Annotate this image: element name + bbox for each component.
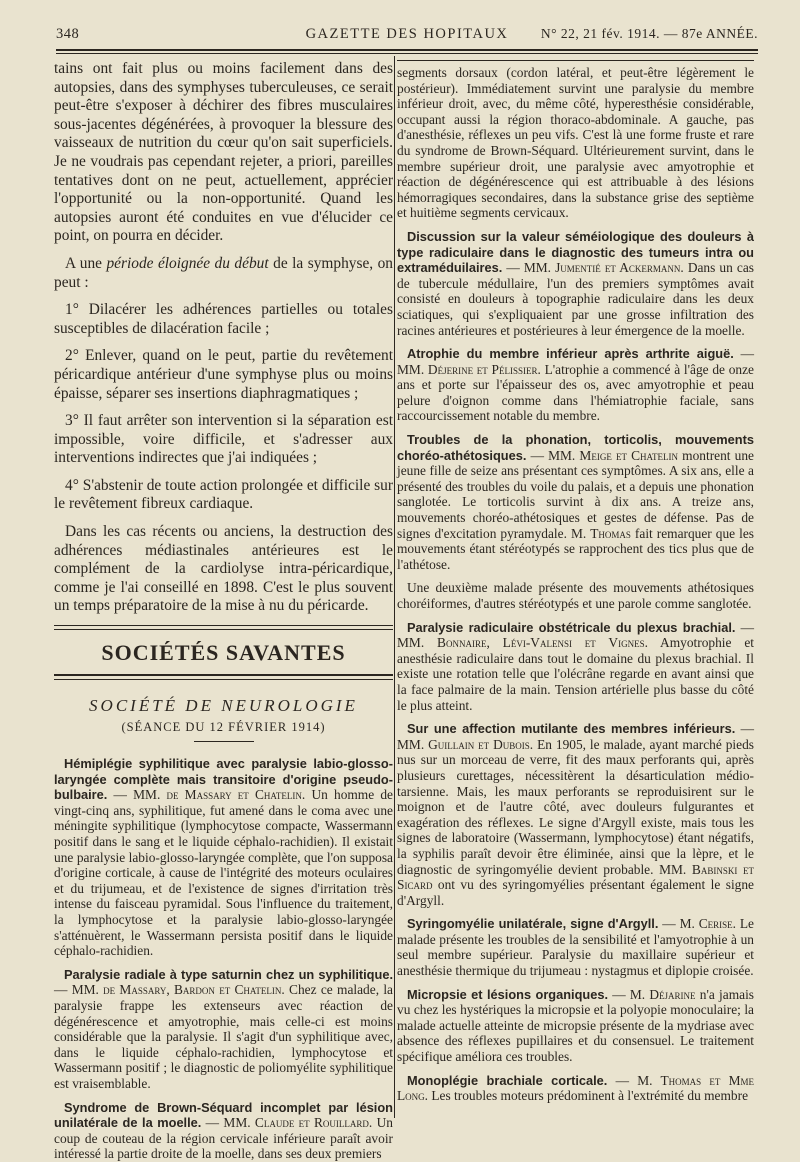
list-item: 1° Dilacérer les adhérences partielles ou totales susceptibles de dilacération facile ; bbox=[54, 301, 393, 337]
abstract-text: Chez ce malade, la paralysie frappe les extenseurs avec réaction de dégénérescence et amyotrophie, mais celle-ci est moins considérable que la paralysie. Il s'agit d'un syphilitique avec, dans le liquide céphalo-rachidien, lymphocytose et Wassermann positif ; le diagnostic de poliomyélite syphilitique est vraisemblable. bbox=[54, 982, 393, 1091]
text-run: de la symphyse, on peut : bbox=[54, 254, 394, 291]
authors: MM. Bonnaire, Lévi-Valensi et Vignes. bbox=[397, 635, 648, 651]
session-date: (SÉANCE DU 12 FÉVRIER 1914) bbox=[121, 720, 326, 735]
abstract: Syringomyélie unilatérale, signe d'Argyll. — M. Cerise. Le malade présente les troubles de la sensibilité et l'amyotrophie à un seul membre supérieur. Paralysie du maxillaire supérieur et anesthésie thermique du trijumeau : nystagmus et diplopie croisée. bbox=[397, 916, 754, 979]
authors: MM. Meige et Chatelin bbox=[548, 447, 679, 463]
header-rule bbox=[56, 49, 758, 51]
abstract: Troubles de la phonation, torticolis, mouvements choréo-athétosiques. — MM. Meige et Chatelin montrent une jeune fille de seize ans présentant ces symptômes. A six ans, elle a présenté des troubles du voile du palais, et a depuis une phonation sanglotée. Le torticolis survint à dix ans. A treize ans, mouvements choréo-athétosiques et gestes de défense. Pas de signes d'excitation pyramydale. M. Thomas fait remarquer que les mouvements étant stéréotypés se rapprochent des tics plus que de l'athétose. bbox=[397, 432, 754, 572]
list-item: 4° S'abstenir de toute action prolongée et difficile sur le revêtement fibreux cardiaque. bbox=[54, 476, 393, 513]
paragraph: segments dorsaux (cordon latéral, et peut-être légèrement le postérieur). Immédiatement survint une paralysie du membre inférieur droit, avec, du même côté, hyperesthésie considérable, occupant aussi la région thoraco-abdominale. A gauche, pas d'anesthésie, réflexes un peu vifs. C'est là une forme fruste et rare du syndrome de Brown-Séquard. Ultérieurement survint, dans le membre supérieur droit, une paralysie avec amyotrophie et réaction de dégénérescence qui est attribuable à des lésions hémorragiques secondaires, dans la substance grise des septième et huitième segments cervicaux. bbox=[397, 65, 754, 221]
abstract-title: Discussion sur la valeur séméiologique des douleurs à type radiculaire dans le diagnostic des tumeurs intra ou extraméduilaires. bbox=[397, 228, 754, 276]
authors: MM. de Massary et Chatelin. bbox=[133, 787, 306, 803]
abstract: Discussion sur la valeur séméiologique des douleurs à type radiculaire dans le diagnostic des tumeurs intra ou extraméduilaires. — MM. Jumentié et Ackermann. Dans un cas de tubercule médullaire, l'un des premiers symptômes avait consisté en douleurs à topographie radiculaire dans les deux sciatiques, qui s'expliquaient par une grosse infiltration des racines antérieures et postérieures à leur émergence de la moelle. bbox=[397, 228, 754, 338]
column-divider bbox=[394, 56, 395, 1118]
abstract: Paralysie radiculaire obstétricale du plexus brachial. — MM. Bonnaire, Lévi-Valensi et Vignes. Amyotrophie et anesthésie radiculaire dans tout le domaine du plexus brachial. Il existe une rotation telle que l'olécrâne regarde en avant ainsi que la face palmaire de la main. Tension artérielle plus basse du côté le plus atteint. bbox=[397, 619, 754, 713]
divider bbox=[194, 741, 254, 742]
abstract-text: fait remarquer que les mouvements étant stéréotypés se rapprochent des tics plus que de l'athétose. bbox=[397, 525, 754, 572]
abstract-title: Syndrome de Brown-Séquard incomplet par lésion unilatérale de la moelle. bbox=[54, 1099, 393, 1131]
text-run: A une bbox=[65, 254, 107, 272]
abstract-title: Paralysie radiale à type saturnin chez un syphilitique. bbox=[64, 966, 393, 982]
authors: MM. Claude et Rouillard. bbox=[223, 1115, 373, 1131]
abstract-title: Sur une affection mutilante des membres inférieurs. bbox=[407, 721, 736, 737]
authors: M. Déjarine bbox=[629, 986, 696, 1002]
authors: MM. Jumentié et Ackermann. bbox=[523, 260, 684, 276]
running-header bbox=[56, 26, 758, 46]
abstract: Paralysie radiale à type saturnin chez un syphilitique. — MM. de Massary, Bardon et Chatelin. Chez ce malade, la paralysie frappe les extenseurs avec réaction de dégénérescence et amyotrophie, mais celle-ci est moins considérable que la paralysie. Il s'agit d'un syphilitique avec, dans le liquide céphalo-rachidien, lymphocytose et Wassermann positif ; le diagnostic de poliomyélite syphilitique est vraisemblable. bbox=[54, 966, 393, 1091]
abstract-text: Le malade présente les troubles de la sensibilité et l'amyotrophie à un seul membre supérieur. Paralysie du maxillaire supérieur et anesthésie thermique du trijumeau : nystagmus et diplopie croisée. bbox=[397, 916, 754, 979]
divider bbox=[397, 60, 754, 61]
abstract-title: Hémiplégie syphilitique avec paralysie labio-glosso-laryngée complète mais transitoire d'origine pseudo-bulbaire. bbox=[54, 756, 393, 803]
abstract-text: montrent une jeune fille de seize ans présentant ces symptômes. A six ans, elle a présenté des troubles du voile du palais, et a depuis une phonation sanglotée. Le torticolis survint à dix ans. A treize ans, mouvements choréo-athétosiques et gestes de défense. Pas de signes d'excitation pyramydale. M. bbox=[397, 447, 754, 541]
authors: MM. de Massary, Bardon et Chatelin. bbox=[71, 982, 285, 998]
paragraph bbox=[54, 255, 393, 292]
abstract-title: Syringomyélie unilatérale, signe d'Argyll. bbox=[407, 916, 659, 932]
paragraph: Une deuxième malade présente des mouvements athétosiques choréiformes, d'autres stéréotypés et une parole comme sanglotée. bbox=[397, 580, 754, 611]
authors: MM. Guillain et Dubois. bbox=[397, 736, 534, 752]
section-rule bbox=[54, 625, 393, 630]
list-item: 3° Il faut arrêter son intervention si la séparation est impossible, voire difficile, et s'adresser aux interventions indirectes que j'ai indiquées ; bbox=[54, 412, 393, 467]
abstract-text: ont vu des syringomyélies présentant également le signe d'Argyll. bbox=[397, 877, 754, 908]
authors: MM. Déjerine et Pélissier. bbox=[397, 361, 541, 377]
paragraph: tains ont fait plus ou moins facilement dans des autopsies, dans des symphyses tuberculeuses, ce serait peut-être s'exposer à déchirer des fibres musculaires sous-jacentes dégénérées, à provoquer la blessure des vaisseaux de nutrition du cœur qu'on sait superficiels. Je ne voudrais pas cependant rejeter, a priori, pareilles tentatives dont on ne peut, actuellement, apprécier l'opportunité ou la non-opportunité. Quand les autopsies auront été conduites en vue d'élucider ce point, on pourra en décider. bbox=[54, 60, 393, 245]
abstract-title: Paralysie radiculaire obstétricale du plexus brachial. bbox=[407, 619, 736, 635]
right-column bbox=[397, 60, 754, 1114]
abstract: Sur une affection mutilante des membres inférieurs. — MM. Guillain et Dubois. En 1905, le malade, ayant marché pieds nus sur un morceau de verre, fit des maux perforants qui, après plusieurs curettages, nécessitèrent la désarticulation médio-tarsienne. Mais, les maux perforants se reproduisirent sur le moignon et de l'autre côté, avec douleurs fulgurantes et exagération des réflexes. Le signe d'Argyll existe, mais tous les signes de laboratoire (Wassermann, lymphocytose) étant négatifs, la syphilis paraît devoir être éliminée, ainsi que la lèpre, et le diagnostic de syringomyélie devient probable. MM. Babinski et Sicard ont vu des syringomyélies présentant également le signe d'Argyll. bbox=[397, 721, 754, 908]
abstract: Atrophie du membre inférieur après arthrite aiguë. — MM. Déjerine et Pélissier. L'atrophie a commencé à l'âge de onze ans et porte sur l'épaisseur des os, avec amyotrophie et peau pelure d'oignon comme dans l'hémiatrophie faciale, sans raccourcissement notable du membre. bbox=[397, 346, 754, 424]
abstract-title: Troubles de la phonation, torticolis, mouvements choréo-athétosiques. bbox=[397, 432, 754, 463]
abstract-text: Un homme de vingt-cinq ans, syphilitique, fut amené dans le coma avec une méningite syphilitique (lymphocytose compacte, Wassermann positif dans le sang et le liquide céphalo-rachidien). Il existait une paralysie labio-glosso-laryngée complète, que l'on supposa d'origine corticale, à cause de l'intégrité des moteurs oculaires et du trijumeau, et de l'existence de signes d'irritation très intense du faisceau pyramidal. Sous l'influence du traitement, la lymphocytose et la paralysie labio-glosso-laryngée s'atténuèrent, le Wassermann persista positif dans le liquide céphalo-rachidien. bbox=[54, 787, 393, 959]
abstract-text: Dans un cas de tubercule médullaire, l'un des premiers symptômes avait consisté en douleurs à topographie radiculaire dans les deux sciatiques, qui s'expliquaient par une grosse infiltration des racines antérieures et postérieures à leur émergence de la moelle. bbox=[397, 260, 754, 338]
journal-title: GAZETTE DES HOPITAUX bbox=[305, 26, 509, 42]
authors: M. Thomas et Mme Long. bbox=[397, 1072, 754, 1104]
page-number: 348 bbox=[56, 26, 80, 42]
section-title: SOCIÉTÉS SAVANTES bbox=[101, 640, 346, 666]
abstract: Hémiplégie syphilitique avec paralysie labio-glosso-laryngée complète mais transitoire d'origine pseudo-bulbaire. — MM. de Massary et Chatelin. Un homme de vingt-cinq ans, syphilitique, fut amené dans le coma avec une méningite syphilitique (lymphocytose compacte, Wassermann positif dans le sang et le liquide céphalo-rachidien). Il existait une paralysie labio-glosso-laryngée complète, que l'on supposa d'origine corticale, à cause de l'intégrité des moteurs oculaires et du trijumeau, et de l'existence de signes d'irritation très intense du faisceau pyramidal. Sous l'influence du traitement, la lymphocytose et la paralysie labio-glosso-laryngée s'atténuèrent, le Wassermann persista positif dans le liquide céphalo-rachidien. bbox=[54, 756, 393, 959]
section-rule bbox=[54, 674, 393, 680]
authors: Thomas bbox=[590, 525, 631, 541]
abstract-text: L'atrophie a commencé à l'âge de onze ans et porte sur l'épaisseur des os, avec amyotrophie et peau pelure d'oignon comme dans l'hémiatrophie faciale, sans raccourcissement notable du membre. bbox=[397, 361, 754, 424]
abstract-title: Atrophie du membre inférieur après arthrite aiguë. bbox=[407, 346, 734, 362]
paragraph: Dans les cas récents ou anciens, la destruction des adhérences médiastinales antérieures est le complément de la cardiolyse intra-péricardique, comme je l'ai conseillé en 1898. C'est le plus souvent un temps préparatoire de la mise à nu du péricarde. bbox=[54, 523, 393, 615]
abstract: Monoplégie brachiale corticale. — M. Thomas et Mme Long. Les troubles moteurs prédominent à l'extrémité du membre bbox=[397, 1072, 754, 1104]
authors: M. Cerise. bbox=[679, 916, 736, 932]
header-rule-thin bbox=[56, 53, 758, 54]
abstract: Micropsie et lésions organiques. — M. Déjarine n'a jamais vu chez les hystériques la micropsie et la polyopie monoculaire; la malade actuelle atteinte de micropsie présente de la mydriase avec absence des réflexes pupillaires et du consensuel. Le traitement spécifique améliora ces troubles. bbox=[397, 986, 755, 1065]
left-column bbox=[54, 60, 394, 1162]
abstract-text: Un coup de couteau de la région cervicale inférieure paraît avoir intéressé la partie droite de la moelle, dans ses deux premiers bbox=[54, 1115, 393, 1162]
abstract-text: n'a jamais vu chez les hystériques la micropsie et la polyopie monoculaire; la malade actuelle atteinte de micropsie présente de la mydriase avec absence des réflexes pupillaires et du consensuel. Le traitement spécifique améliora ces troubles. bbox=[397, 986, 755, 1065]
abstract: Syndrome de Brown-Séquard incomplet par lésion unilatérale de la moelle. — MM. Claude et Rouillard. Un coup de couteau de la région cervicale inférieure paraît avoir intéressé la partie droite de la moelle, dans ses deux premiers bbox=[54, 1099, 393, 1162]
italic-text: période éloignée du début bbox=[106, 254, 269, 272]
list-item: 2° Enlever, quand on le peut, partie du revêtement péricardique antérieur d'une symphyse plus ou moins épaisse, séparer ses insertions diaphragmatiques ; bbox=[54, 347, 393, 402]
abstract-title: Monoplégie brachiale corticale. bbox=[407, 1072, 608, 1088]
abstract-text: En 1905, le malade, ayant marché pieds nus sur un morceau de verre, fit des maux perforants qui, après plusieurs curettages, nécessitèrent la désarticulation médio-tarsienne. Mais, les maux perforants se reproduisirent sur le moignon et de l'autre côté, avec douleurs fulgurantes et exagération des réflexes. Le signe d'Argyll existe, mais tous les signes de laboratoire (Wassermann, lymphocytose) étant négatifs, la syphilis paraît devoir être éliminée, ainsi que la lèpre, et le diagnostic de syringomyélie devient probable. MM. bbox=[397, 736, 754, 877]
abstract-title: Micropsie et lésions organiques. bbox=[407, 986, 609, 1002]
authors: Babinski et Sicard bbox=[397, 861, 754, 893]
society-name: SOCIÉTÉ DE NEUROLOGIE bbox=[89, 696, 358, 716]
abstract-text: Amyotrophie et anesthésie radiculaire dans tout le domaine du plexus brachial. Il existe une rotation telle que l'olécrâne regarde en avant ainsi que la face palmaire de la main. Tension artérielle plus basse du côté le plus atteint. bbox=[397, 635, 754, 713]
abstract-text: Les troubles moteurs prédominent à l'extrémité du membre bbox=[428, 1088, 749, 1104]
issue-info: N° 22, 21 fév. 1914. — 87e ANNÉE. bbox=[540, 26, 758, 41]
